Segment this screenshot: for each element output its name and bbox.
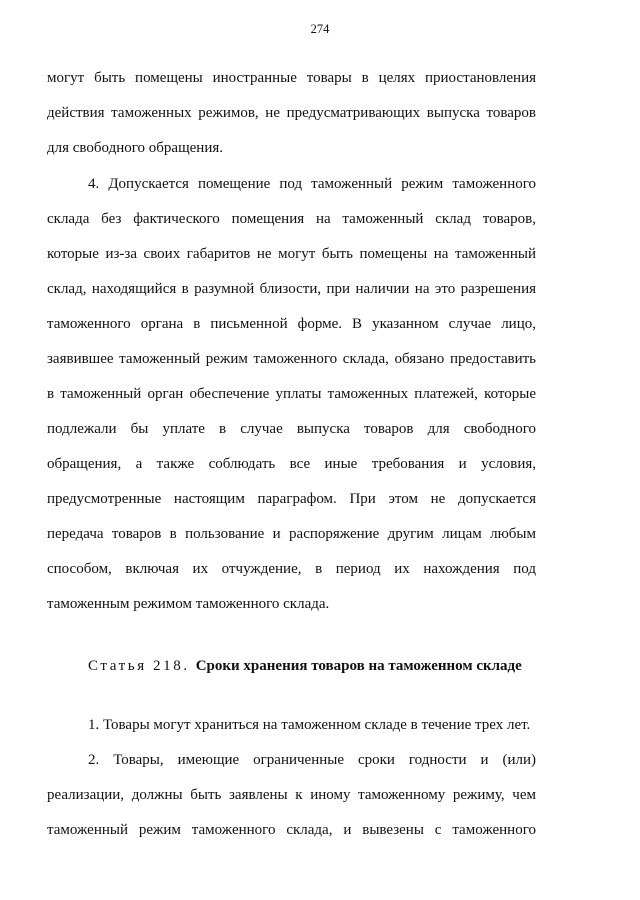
text-line: для свободного обращения.: [47, 140, 223, 156]
text-line: склада без фактического помещения на таможенный склад товаров,: [47, 211, 536, 227]
text-line: способом, включая их отчуждение, в период их нахождения под: [47, 561, 536, 577]
text-line: обращения, а также соблюдать все иные требования и условия,: [47, 456, 536, 472]
text-line: предусмотренные настоящим параграфом. При этом не допускается: [47, 491, 536, 507]
article-heading: [88, 656, 522, 676]
text-line: 4. Допускается помещение под таможенный режим таможенного: [88, 176, 536, 192]
text-line: реализации, должны быть заявлены к иному таможенному режиму, чем: [47, 787, 536, 803]
text-line: передача товаров в пользование и распоряжение другим лицам любым: [47, 526, 536, 542]
page-number: 274: [310, 22, 330, 36]
text-line: подлежали бы уплате в случае выпуска товаров для свободного: [47, 421, 536, 437]
text-line: 1. Товары могут храниться на таможенном складе в течение трех лет.: [88, 717, 531, 733]
text-line: таможенного органа в письменной форме. В указанном случае лицо,: [47, 316, 536, 332]
text-line: таможенный режим таможенного склада, и вывезены с таможенного: [47, 822, 536, 838]
text-line: заявившее таможенный режим таможенного склада, обязано предоставить: [47, 351, 536, 367]
text-line: действия таможенных режимов, не предусматривающих выпуска товаров: [47, 105, 536, 121]
text-line: могут быть помещены иностранные товары в целях приостановления: [47, 70, 536, 86]
text-line: склад, находящийся в разумной близости, при наличии на это разрешения: [47, 281, 536, 297]
text-line: 2. Товары, имеющие ограниченные сроки годности и (или): [88, 752, 536, 768]
article-label: Статья 218.: [88, 658, 190, 674]
text-line: которые из-за своих габаритов не могут быть помещены на таможенный: [47, 246, 536, 262]
text-line: таможенным режимом таможенного склада.: [47, 596, 330, 612]
article-title: Сроки хранения товаров на таможенном складе: [195, 658, 522, 674]
text-line: в таможенный орган обеспечение уплаты таможенных платежей, которые: [47, 386, 536, 402]
